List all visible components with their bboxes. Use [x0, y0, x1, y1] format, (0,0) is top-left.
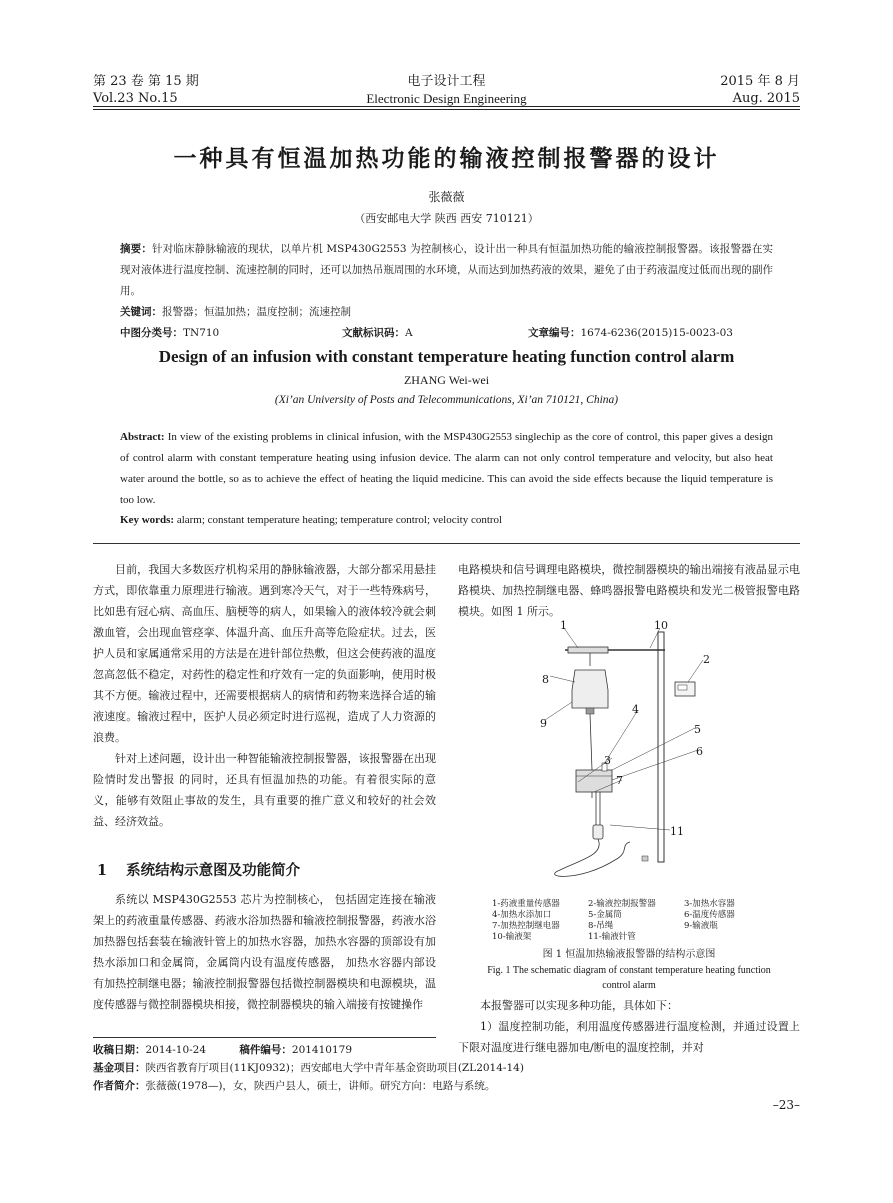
page-number: –23–: [772, 1098, 800, 1112]
figure-label-5: 5: [694, 723, 701, 736]
document-code: 文献标识码：A: [342, 327, 413, 339]
header-rule-thin: [93, 109, 800, 110]
header-rule: [93, 106, 800, 107]
article-number: 文章编号：1674-6236(2015)15-0023-03: [528, 327, 733, 339]
figure-label-4: 4: [632, 703, 639, 716]
english-abstract: [120, 427, 773, 511]
english-author: ZHANG Wei-wei: [403, 373, 490, 387]
figure-legend: 1-药液重量传感器 2-输液控制报警器 3-加热水容器 4-加热水添加口 5-金属筒 6-温度传感器 7-加热控制继电器 8-吊绳 9-输液瓶 10-输液架 11-输液针管: [492, 899, 735, 942]
english-keywords-label: Key words:: [120, 514, 175, 526]
section-number: 1: [97, 862, 108, 879]
drip-chamber: [593, 825, 603, 839]
header-date-cn: 2015 年 8 月: [720, 74, 800, 89]
header-date-en: Aug. 2015: [732, 91, 800, 106]
section-heading: [97, 859, 300, 880]
footnotes: [93, 1041, 793, 1095]
header-date: [720, 73, 800, 107]
keywords-cn-label: 关键词：: [120, 306, 162, 318]
header-volume-en: Vol.23 No.15: [93, 91, 178, 106]
author-name: 张薇薇: [428, 190, 465, 204]
infusion-stand: [658, 632, 664, 862]
author-affiliation: （西安邮电大学 陕西 西安 710121）: [354, 212, 539, 225]
figure-caption-cn: 图 1 恒温加热输液报警器的结构示意图: [542, 949, 716, 960]
paper-title: 一种具有恒温加热功能的输液控制报警器的设计: [173, 145, 720, 172]
left-column: [93, 559, 436, 832]
infusion-bottle: [572, 670, 608, 708]
figure-label-9: 9: [540, 717, 547, 730]
figure-label-6: 6: [696, 745, 703, 758]
right-paragraph-continued: 电路模块和信号调理电路模块，微控制器模块的输出端接有液晶显示电路模块、加热控制继电器、蜂鸣器报警电路模块和发光二极管报警电路模块。如图 1 所示。: [458, 563, 800, 618]
section-title: 系统结构示意图及功能简介: [126, 862, 301, 879]
figure-1: [520, 620, 740, 895]
intro-paragraph-1: 目前，我国大多数医疗机构采用的静脉输液器，大部分都采用悬挂方式，即依靠重力原理进行输液。遇到寒冷天气，对于一些特殊病号，比如患有冠心病、高血压、脑梗等的病人，如果输入的液体较冷就会刺激血管，会出现血管痉挛、体温升高、血压升高等危险症状。过去，医护人员和家属通常采用的方法是在进针部位热敷，但这会使药液的温度忽高忽低不稳定，对药性的稳定性和疗效有一定的负面影响，使用时极其不方便。输液过程中，还需要根据病人的病情和药物来选择合适的输液速度。输液过程中，医护人员必须定时进行巡视，造成了人力资源的浪费。: [93, 563, 436, 744]
intro-paragraph-2: 针对上述问题，设计出一种智能输液控制报警器，该报警器在出现险情时发出警报 的同时，还具有恒温加热的功能。有着很实际的意义，能够有效阻止事故的发生，具有重要的推广意义和较好的社会效益、经济效益。: [93, 752, 436, 828]
english-abstract-label: Abstract:: [120, 431, 165, 443]
fund-line: 基金项目：陕西省教育厅项目(11KJ0932)；西安邮电大学中青年基金资助项目(ZL2014-14): [93, 1062, 524, 1074]
header-volume: [93, 73, 199, 107]
english-keywords-text: alarm; constant temperature heating; temperature control; velocity control: [176, 514, 503, 526]
keywords-cn-text: 报警器；恒温加热；温度控制；流速控制: [162, 306, 351, 318]
figure-label-10: 10: [654, 619, 668, 632]
abstract-cn-label: 摘要：: [120, 243, 153, 255]
abstract-cn: [120, 239, 773, 302]
section-paragraph-1: 系统以 MSP430G2553 芯片为控制核心， 包括固定连接在输液架上的药液重量传感器、药液水浴加热器和输液控制报警器，药液水浴加热器包括套装在输液针管上的加热水容器，加热水容器的顶部设有加热水添加口和金属筒，金属筒内设有温度传感器， 加热水容器内部设有加热控制继电器；输液控制报警器包括微控制器模块和电源模块，温度传感器与微控制器模块相接，微控制器模块的输入端接有按键操作: [93, 893, 436, 1011]
function-1: 1）温度控制功能，利用温度传感器进行温度检测，并通过设置上下限对温度进行继电器加电/断电的温度控制，并对: [458, 1020, 800, 1054]
english-title: Design of an infusion with constant temperature heating function control alarm: [158, 347, 735, 366]
header-volume-cn: 第 23 卷 第 15 期: [93, 74, 199, 89]
figure-caption-en: Fig. 1 The schematic diagram of constant temperature heating function control alarm: [487, 965, 771, 991]
weight-sensor: [568, 647, 608, 653]
footnote-divider: [93, 1037, 436, 1038]
author-bio-line: 作者简介：张薇薇(1978—)，女，陕西户县人，硕士，讲师。研究方向：电路与系统。: [93, 1080, 496, 1092]
function-intro: 本报警器可以实现多种功能，具体如下：: [480, 999, 678, 1012]
figure-label-7: 7: [616, 774, 623, 787]
heating-water-container: [576, 770, 612, 792]
figure-label-2: 2: [703, 653, 710, 666]
keywords-cn: [120, 302, 773, 323]
header-journal-en: Electronic Design Engineering: [366, 91, 527, 106]
figure-label-11: 11: [670, 825, 684, 838]
right-column-top: [458, 559, 800, 622]
figure-label-1: 1: [560, 619, 567, 632]
english-affiliation: (Xi’an University of Posts and Telecommunications, Xi’an 710121, China): [274, 394, 619, 406]
english-keywords: [120, 510, 773, 531]
english-abstract-text: In view of the existing problems in clinical infusion, with the MSP430G2553 singlechip as the core of control, this paper gives a design of control alarm with constant temperature heating using infusion device. The alarm can not only control temperature and velocity, but also heat water around the bottle, so as to achieve the effect of heating the liquid medicine. This can avoid the side effects because the liquid temperature is too low.: [120, 431, 774, 506]
abstract-cn-text: 针对临床静脉输液的现状，以单片机 MSP430G2553 为控制核心，设计出一种具有恒温加热功能的输液控制报警器。该报警器在实现对液体进行温度控制、流速控制的同时，还可以加热吊瓶周围的水环境，从而达到加热药液的效果，避免了由于药液温度过低而出现的副作用。: [120, 243, 773, 297]
section-body: [93, 889, 436, 1015]
header-journal: [300, 73, 593, 107]
figure-label-3: 3: [604, 754, 611, 767]
header-journal-cn: 电子设计工程: [407, 74, 486, 89]
needle-tube: [555, 839, 630, 876]
figure-label-8: 8: [542, 673, 549, 686]
clc-number: 中图分类号：TN710: [120, 327, 220, 339]
infusion-tube: [590, 714, 592, 770]
received-date-line: 收稿日期：2014-10-24 稿件编号：201410179: [93, 1044, 353, 1056]
abstract-divider: [93, 543, 800, 544]
